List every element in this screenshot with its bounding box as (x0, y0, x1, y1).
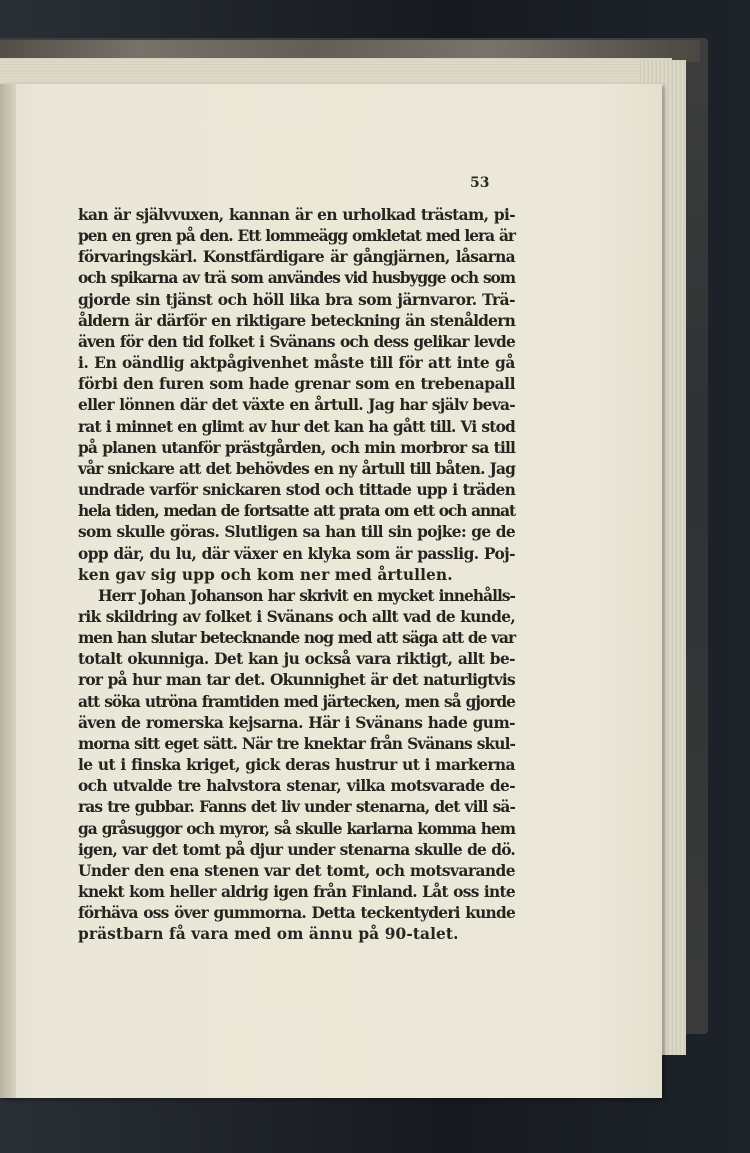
text-line: prästbarn få vara med om ännu på 90-talet. (78, 925, 459, 944)
text-line: även de romerska kejsarna. Här i Svänans hade gum- (78, 713, 515, 732)
text-line: rat i minnet en glimt av hur det kan ha gått till. Vi stod (78, 417, 515, 436)
text-line: på planen utanför prästgården, och min morbror sa till (78, 438, 515, 457)
text-line: som skulle göras. Slutligen sa han till sin pojke: ge de (78, 523, 515, 542)
text-line: hela tiden, medan de fortsatte att prata om ett och annat (78, 502, 515, 521)
text-line: åldern är därför en riktigare beteckning än stenåldern (78, 311, 515, 330)
text-line: igen, var det tomt på djur under stenarna skulle de dö. (78, 840, 515, 859)
text-line: pen en gren på den. Ett lommeägg omkletat med lera är (78, 227, 515, 246)
text-line: men han slutar betecknande nog med att säga att de var (78, 629, 515, 648)
text-line: morna sitt eget sätt. När tre knektar från Svänans skul- (78, 734, 515, 753)
text-line: i. En oändlig aktpågivenhet måste till för att inte gå (78, 354, 515, 373)
text-line: totalt okunniga. Det kan ju också vara riktigt, allt be- (78, 650, 515, 669)
text-line: vår snickare att det behövdes en ny årtull till båten. Jag (78, 459, 515, 478)
text-line: ga gråsuggor och myror, så skulle karlarna komma hem (78, 819, 515, 838)
text-line: Herr Johan Johanson har skrivit en mycket innehålls- (98, 586, 515, 605)
text-line: eller lönnen där det växte en årtull. Jag har själv beva- (78, 396, 515, 415)
text-line: förhäva oss över gummorna. Detta teckentyderi kunde (78, 904, 515, 923)
text-line: förbi den furen som hade grenar som en trebenapall (78, 375, 515, 394)
text-line: förvaringskärl. Konstfärdigare är gångjärnen, låsarna (78, 248, 515, 267)
text-line: ras tre gubbar. Fanns det liv under stenarna, det vill sä- (78, 798, 515, 817)
text-line: knekt kom heller aldrig igen från Finland. Låt oss inte (78, 883, 515, 901)
page-gutter (0, 84, 16, 1098)
text-line: undrade varför snickaren stod och tittade upp i träden (78, 481, 515, 500)
text-line: gjorde sin tjänst och höll lika bra som järnvaror. Trä- (78, 290, 515, 309)
text-line: även för den tid folket i Svänans och dess gelikar levde (78, 332, 515, 351)
page-text (78, 205, 515, 945)
text-line: rik skildring av folket i Svänans och allt vad de kunde, (78, 607, 515, 626)
text-line: och spikarna av trä som användes vid husbygge och som (78, 269, 515, 288)
page-number: 53 (470, 175, 490, 191)
text-line: att söka utröna framtiden med järtecken, men så gjorde (78, 692, 515, 711)
text-line: och utvalde tre halvstora stenar, vilka motsvarade de- (78, 777, 515, 796)
text-line: le ut i finska kriget, gick deras hustrur ut i markerna (78, 756, 515, 775)
text-line: Under den ena stenen var det tomt, och motsvarande (78, 861, 515, 880)
text-line: ken gav sig upp och kom ner med årtullen. (78, 565, 453, 584)
text-line: ror på hur man tar det. Okunnighet är det naturligtvis (78, 671, 515, 690)
text-line: opp där, du lu, där växer en klyka som är passlig. Poj- (78, 544, 515, 563)
text-line: kan är självvuxen, kannan är en urholkad trästam, pi- (78, 206, 515, 224)
